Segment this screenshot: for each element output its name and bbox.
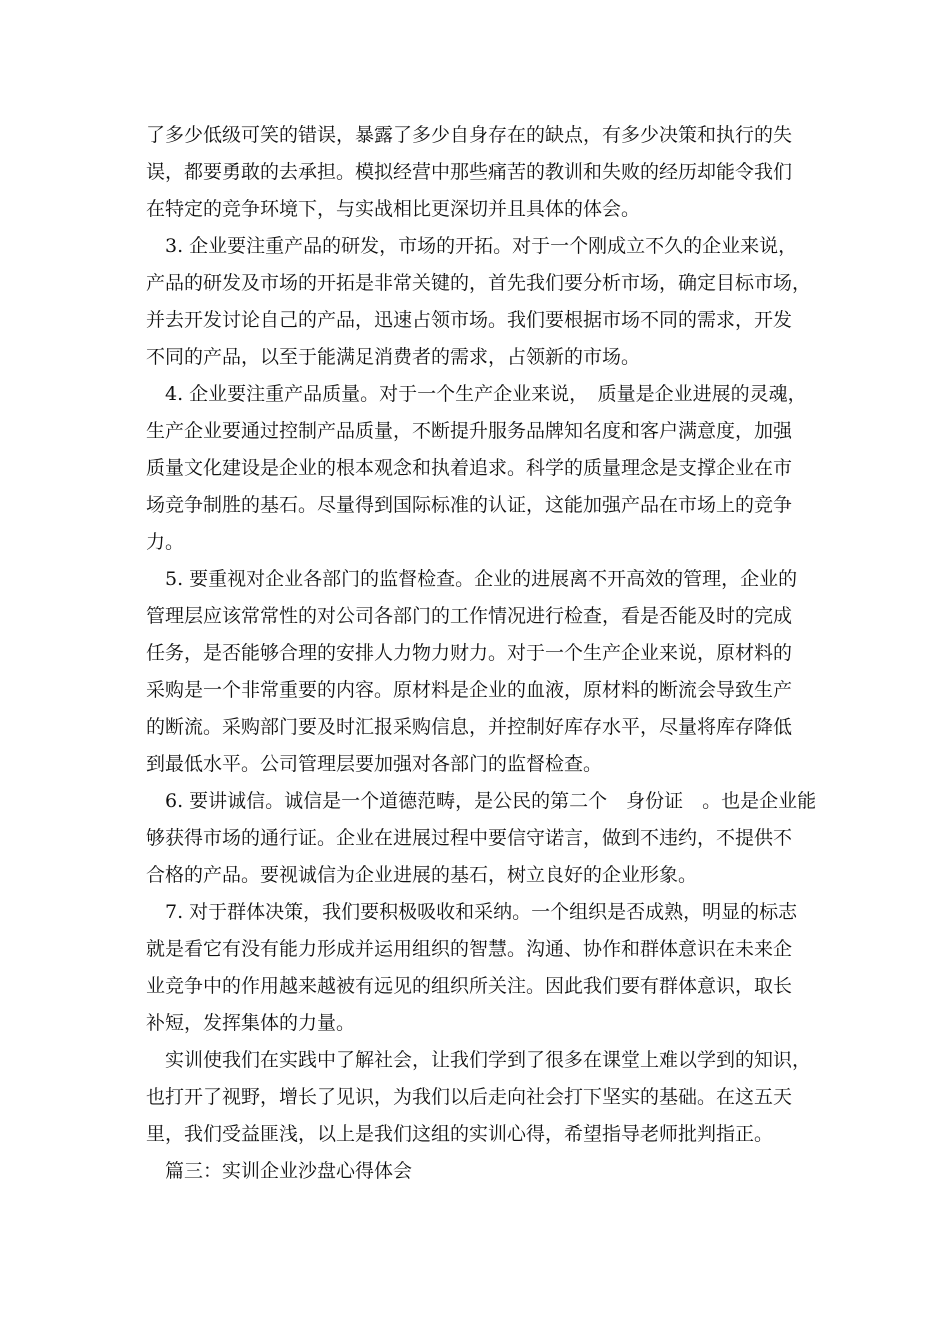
text-line: 里，我们受益匪浅，以上是我们这组的实训心得，希望指导老师批判指正。 [146,1123,774,1145]
text-line: 4. 企业要注重产品质量。对于一个生产企业来说， 质量是企业进展的灵魂， [146,383,807,405]
text-line: 管理层应该常常性的对公司各部门的工作情况进行检查，看是否能及时的完成 [146,605,793,627]
text-line: 任务，是否能够合理的安排人力物力财力。对于一个生产企业来说，原材料的 [146,642,793,664]
text-line: 业竞争中的作用越来越被有远见的组织所关注。因此我们要有群体意识，取长 [146,975,793,997]
text-line: 合格的产品。要视诚信为企业进展的基石，树立良好的企业形象。 [146,864,698,886]
text-line: 力。 [146,531,185,553]
text-line: 生产企业要通过控制产品质量，不断提升服务品牌知名度和客户满意度，加强 [146,420,793,442]
text-line: 误，都要勇敢的去承担。模拟经营中那些痛苦的教训和失败的经历却能令我们 [146,161,793,183]
text-line: 不同的产品，以至于能满足消费者的需求，占领新的市场。 [146,346,641,368]
text-line: 的断流。采购部门要及时汇报采购信息，并控制好库存水平，尽量将库存降低 [146,716,793,738]
text-line: 实训使我们在实践中了解社会，让我们学到了很多在课堂上难以学到的知识， [146,1049,812,1071]
text-line: 5. 要重视对企业各部门的监督检查。企业的进展离不开高效的管理，企业的 [146,568,798,590]
text-line: 也打开了视野，增长了见识，为我们以后走向社会打下坚实的基础。在这五天 [146,1086,793,1108]
text-line: 场竞争制胜的基石。尽量得到国际标准的认证，这能加强产品在市场上的竞争 [146,494,793,516]
text-line: 采购是一个非常重要的内容。原材料是企业的血液，原材料的断流会导致生产 [146,679,793,701]
text-line: 在特定的竞争环境下，与实战相比更深切并且具体的体会。 [146,198,641,220]
text-line: 产品的研发及市场的开拓是非常关键的，首先我们要分析市场，确定目标市场， [146,272,812,294]
text-line: 就是看它有没有能力形成并运用组织的智慧。沟通、协作和群体意识在未来企 [146,938,793,960]
text-line: 了多少低级可笑的错误，暴露了多少自身存在的缺点，有多少决策和执行的失 [146,124,793,146]
text-line: 6. 要讲诚信。诚信是一个道德范畴，是公民的第二个 身份证 。也是企业能 [146,790,817,812]
text-line: 7. 对于群体决策，我们要积极吸收和采纳。一个组织是否成熟，明显的标志 [146,901,798,923]
text-line: 够获得市场的通行证。企业在进展过程中要信守诺言，做到不违约，不提供不 [146,827,793,849]
text-line: 并去开发讨论自己的产品，迅速占领市场。我们要根据市场不同的需求，开发 [146,309,793,331]
text-line: 3. 企业要注重产品的研发，市场的开拓。对于一个刚成立不久的企业来说， [146,235,798,257]
text-line: 到最低水平。公司管理层要加强对各部门的监督检查。 [146,753,603,775]
text-line: 补短，发挥集体的力量。 [146,1012,356,1034]
text-line: 质量文化建设是企业的根本观念和执着追求。科学的质量理念是支撑企业在市 [146,457,793,479]
section-heading: 篇三：实训企业沙盘心得体会 [146,1160,413,1182]
